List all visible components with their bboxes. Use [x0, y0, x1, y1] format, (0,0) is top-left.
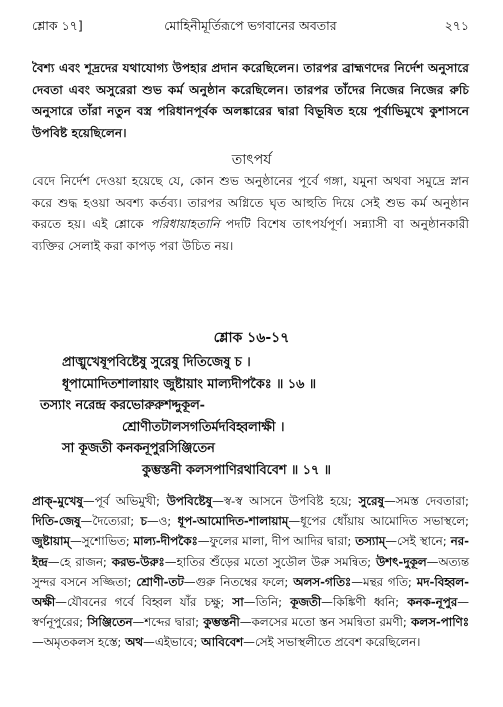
translation-paragraph: বৈশ্য এবং শূদ্রদের যথাযোগ্য উপহার প্রদান করেছিলেন। তারপর ব্রাহ্মণদের নির্দেশ অনুসারে দেবতা এবং অসুরেরা শুভ কর্ম অনুষ্ঠান করেছিলেন। তারপর তাঁদের নিজের নিজের রুচি অনুসারে তাঁরা নতুন বস্ত্র পরিধানপূর্বক অলঙ্কারের দ্বারা বিভূষিত হয়ে পূর্বাভিমুখে কুশাসনে উপবিষ্ট হয়েছিলেন। — [32, 61, 469, 140]
synonym-word: সুরেষু — [358, 494, 384, 508]
synonym-meaning: স্বর্ণনূপুরের; — [32, 615, 88, 630]
synonym-meaning: মন্থর গতি; — [363, 574, 417, 589]
synonym-word: উপবিষ্টেষু — [166, 494, 213, 508]
synonym-meaning: গুরু নিতম্বের ফলে; — [195, 574, 294, 589]
synonym-word: কলস-পাণিঃ — [411, 615, 469, 630]
synonym-word: ধূপ-আমোদিত-শালায়াম্ — [177, 514, 289, 529]
synonym-meaning: পূর্ব অভিমুখী; — [94, 494, 167, 508]
synonym-dash: — — [212, 494, 224, 508]
synonym-dash: — — [321, 595, 333, 610]
synonym-meaning: সমস্ত দেবতারা; — [395, 494, 469, 508]
synonym-word: আবিবেশ — [201, 635, 244, 650]
synonym-dash: — — [164, 554, 177, 569]
synonym-dash: — — [69, 534, 82, 549]
synonym-meaning: অত্যন্ত সুন্দর বসনে সজ্জিতা; — [32, 554, 469, 589]
page-number: ২৭১ — [444, 18, 469, 33]
synonym-word: জুষ্টায়াম্ — [32, 534, 70, 549]
synonym-word: কূজতী — [290, 595, 322, 610]
synonym-word: শ্রোণী-তট — [136, 574, 184, 589]
purport-text-before: বেদে নির্দেশ দেওয়া হয়েছে যে, কোন শুভ অনুষ্ঠানের পূর্বে গঙ্গা, যমুনা অথবা সমুদ্রে স্নান করে শুদ্ধ হওয়া অবশ্য কর্তব্য। তারপর অগ্নিতে ঘৃত আহুতি দিয়ে সেই শুভ কর্ম অনুষ্ঠান করতে হয়। এই শ্লোকে — [32, 174, 469, 231]
synonym-dash: — — [146, 514, 159, 529]
synonym-dash: — — [426, 554, 439, 569]
synonym-word: মাল্য-দীপকৈঃ — [133, 534, 198, 549]
synonym-word: সিঞ্জিতেন — [87, 615, 133, 630]
synonym-meaning: হে রাজন; — [59, 554, 112, 569]
verse-line: শ্রোণীতটালসগতির্মদবিহ্বলাক্ষী । — [122, 419, 285, 435]
synonym-dash: — — [183, 574, 196, 589]
synonym-meaning: কিঙ্কিণী ধ্বনি; — [332, 595, 408, 610]
synonym-meaning: ফুলের মালা, দীপ আদির দ্বারা; — [209, 534, 356, 549]
synonym-word: অথ — [125, 635, 144, 650]
synonym-dash: — — [80, 514, 93, 529]
synonym-word: দিতি-জেষু — [32, 514, 81, 529]
purport-heading: তাৎপর্য — [231, 152, 272, 168]
synonym-word: উশৎ-দুকূল — [375, 554, 427, 569]
synonym-meaning: সেই স্থানে; — [397, 534, 451, 549]
verse-line: সা কূজতী কনকনূপুরসিঞ্জিতেন — [62, 441, 215, 457]
synonym-word: করভ-উরুঃ — [111, 554, 165, 569]
synonym-dash: — — [239, 615, 252, 630]
synonym-word: কনক-নূপুর — [407, 595, 458, 610]
synonym-meaning: এইভাবে; — [154, 635, 202, 650]
page-header — [32, 18, 469, 38]
verse-line: তস্যাং নরেন্দ্র করভোরুরুশদ্দুকূল- — [40, 398, 205, 414]
purport-emphasis: পরিধায়াহতানি — [150, 217, 220, 231]
synonym-word: সা — [232, 595, 244, 610]
synonym-dash: — — [457, 595, 469, 610]
synonym-dash: — — [384, 494, 396, 508]
verse-line: প্রাঙ্মুখেষূপবিষ্টেষু সুরেষু দিতিজেষু চ । — [62, 355, 251, 370]
purport-paragraph — [32, 171, 469, 257]
synonym-meaning: ধূপের ধোঁয়ায় আমোদিত সভাস্থলে; — [300, 514, 469, 529]
verse-line: ধূপামোদিতশালায়াং জুষ্টায়াং মাল্যদীপকৈঃ ॥ ১৬ ॥ — [62, 376, 317, 392]
synonym-dash: — — [143, 635, 155, 650]
synonym-dash: — — [288, 514, 301, 529]
synonym-dash: — — [55, 595, 67, 610]
synonym-meaning: হাতির শুঁড়ের মতো সুডৌল উরু সমন্বিত; — [176, 554, 376, 569]
synonym-dash: — — [197, 534, 210, 549]
synonym-word: নর-ইন্দ্র — [32, 534, 469, 569]
synonym-dash: — — [385, 534, 398, 549]
synonyms-paragraph — [32, 491, 469, 653]
synonym-meaning: শব্দের দ্বারা; — [144, 615, 204, 630]
verse-heading: শ্লোক ১৬-১৭ — [213, 330, 290, 346]
verse-block — [32, 352, 469, 482]
synonym-meaning: ও; — [158, 514, 178, 529]
verse-line: কুম্ভস্তনী কলসপাণিরথাবিবেশ ॥ ১৭ ॥ — [142, 462, 331, 478]
synonym-word: অলস-গতিঃ — [293, 574, 352, 589]
chapter-title: মোহিনীমূর্তিরূপে ভগবানের অবতার — [164, 18, 337, 33]
synonym-word: প্রাক্-মুখেষু — [32, 494, 83, 508]
synonym-dash: — — [82, 494, 95, 508]
synonym-meaning: দৈত্যেরা; — [92, 514, 141, 529]
synonym-meaning: সেই সভাস্থলীতে প্রবেশ করেছিলেন। — [254, 635, 421, 650]
synonym-dash: — — [47, 554, 60, 569]
synonym-meaning: স্ব-স্ব আসনে উপবিষ্ট হয়ে; — [223, 494, 359, 508]
synonym-dash: — — [243, 595, 256, 610]
synonym-word: চ — [140, 514, 147, 529]
synonym-meaning: যৌবনের গর্বে বিহ্বল যাঁর চক্ষু; — [66, 595, 233, 610]
synonym-meaning: তিনি; — [255, 595, 291, 610]
synonym-dash: — — [243, 635, 255, 650]
synonym-meaning: সুশোভিত; — [81, 534, 134, 549]
verse-reference: শ্লোক ১৭] — [32, 18, 83, 33]
synonym-word: তস্যাম্ — [355, 534, 386, 549]
synonym-dash: — — [32, 635, 44, 650]
synonym-word: মদ-বিহ্বল-অক্ষী — [32, 574, 469, 610]
synonym-dash: — — [132, 615, 145, 630]
synonym-dash: — — [351, 574, 364, 589]
synonym-word: কুম্ভস্তনী — [203, 615, 240, 630]
purport-text-after: পদটি বিশেষ তাৎপর্যপূর্ণ। সন্ন্যাসী বা অনুষ্ঠানকারী ব্যক্তির সেলাই করা কাপড় পরা উচিত নয়। — [32, 217, 469, 253]
synonym-meaning: অমৃতকলস হস্তে; — [43, 635, 126, 650]
synonym-meaning: কলসের মতো স্তন সমন্বিতা রমণী; — [251, 615, 412, 630]
